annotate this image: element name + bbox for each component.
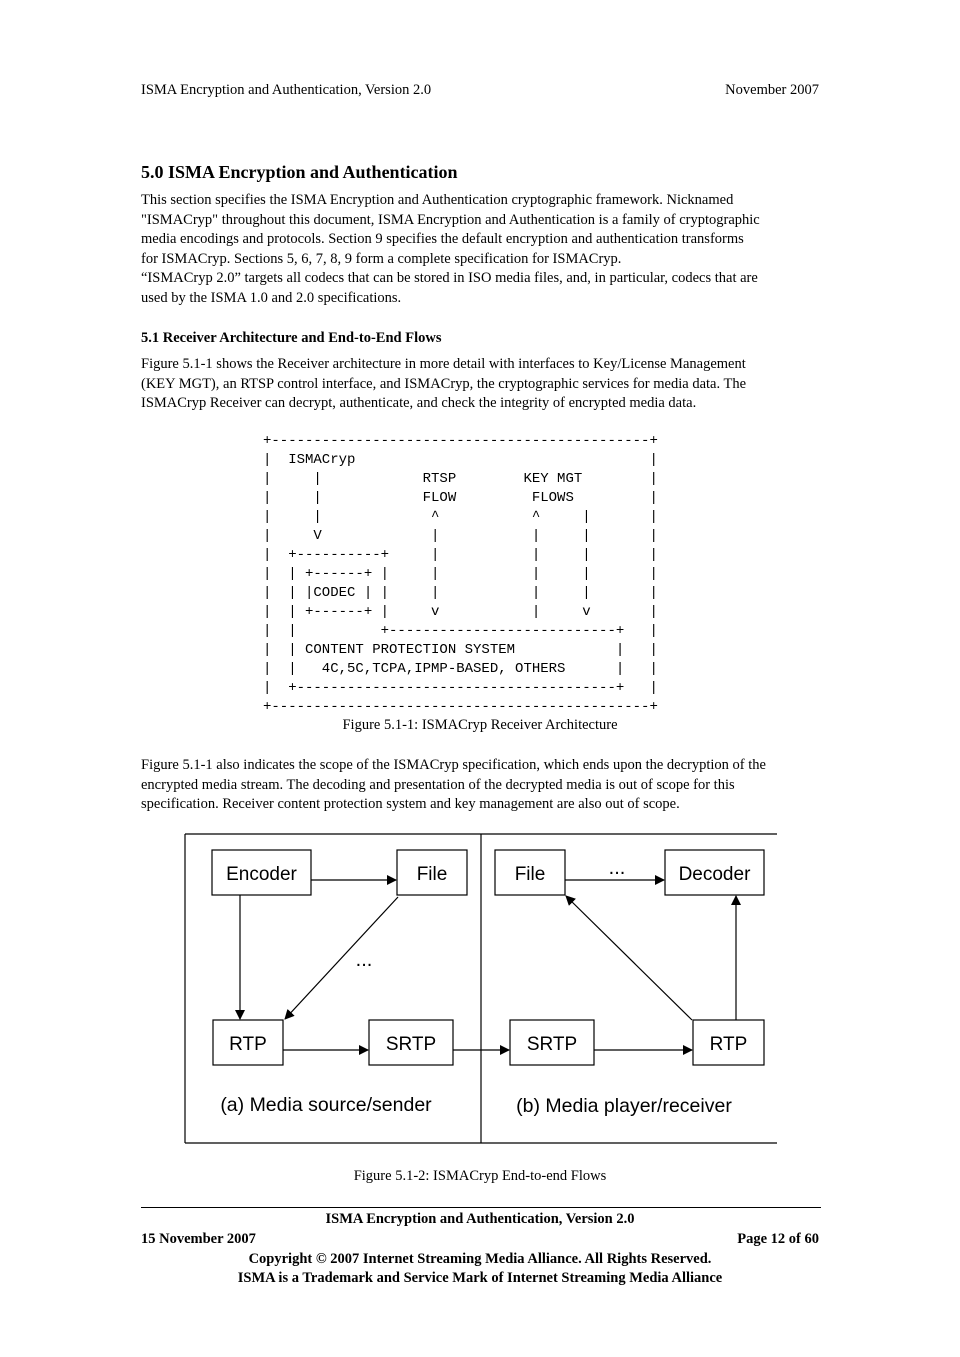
sender-label: (a) Media source/sender [220, 1094, 432, 1116]
file-sender-label: File [416, 864, 448, 885]
file-receiver-label: File [514, 864, 546, 885]
footer-rule [141, 1207, 821, 1208]
footer-page-number: Page 12 of 60 [737, 1231, 819, 1247]
paragraph-line: “ISMACryp 2.0” targets all codecs that can be stored in ISO media files, and, in particular, codecs that are [141, 270, 758, 287]
rtp-sender-label: RTP [229, 1034, 267, 1055]
figure1-caption: Figure 5.1-1: ISMACryp Receiver Architecture [342, 717, 618, 733]
decoder-label: Decoder [678, 864, 751, 885]
rtp-receiver-label: RTP [709, 1034, 748, 1055]
encoder-label: Encoder [226, 864, 297, 885]
receiver-label: (b) Media player/receiver [516, 1095, 732, 1117]
paragraph-line: specification. Receiver content protection system and key management are also out of scope. [141, 796, 680, 813]
arrow-rtp-to-file [566, 896, 692, 1020]
paragraph-line: media encodings and protocols. Section 9 specifies the default encryption and authentication transforms [141, 231, 744, 248]
footer-title: ISMA Encryption and Authentication, Version 2.0 [325, 1211, 635, 1227]
footer-trademark: ISMA is a Trademark and Service Mark of Internet Streaming Media Alliance [237, 1270, 723, 1286]
figure2-caption: Figure 5.1-2: ISMACryp End-to-end Flows [353, 1168, 607, 1184]
paragraph-line: ISMACryp Receiver can decrypt, authenticate, and check the integrity of encrypted media data. [141, 395, 697, 412]
subsection-title: 5.1 Receiver Architecture and End-to-End Flows [141, 330, 442, 346]
header-title: ISMA Encryption and Authentication, Version 2.0 [141, 82, 432, 98]
srtp-sender-label: SRTP [385, 1034, 437, 1055]
paragraph-line: encrypted media stream. The decoding and presentation of the decrypted media is out of scope for this [141, 776, 735, 793]
paragraph-line: This section specifies the ISMA Encryption and Authentication cryptographic framework. Nicknamed [141, 192, 734, 208]
paragraph-line: "ISMACryp" throughout this document, ISMA Encryption and Authentication is a family of cryptographic [141, 211, 760, 228]
srtp-receiver-label: SRTP [526, 1034, 578, 1055]
section-title: 5.0 ISMA Encryption and Authentication [141, 162, 458, 182]
paragraph-line: used by the ISMA 1.0 and 2.0 specifications. [141, 289, 402, 306]
receiver-architecture-diagram: +---------------------------------------------+ | ISMACryp | | | RTSP KEY MGT | | | FLOW FLOWS | | | ^ ^ | | | V | | | | | +----------+ | | | | | | +------+ | | | | | | | |CODEC | | | | | | | | +------+ | v | v | | | +---------------------------+ | | | CONTENT PROTECTION SYSTEM | | | | 4C,5C,TCPA,IPMP-BASED, OTHERS | | | +--------------------------------------+ | +---------------------------------------------+ [263, 433, 658, 715]
footer-copyright: Copyright © 2007 Internet Streaming Media Alliance. All Rights Reserved. [248, 1251, 712, 1267]
paragraph-line: Figure 5.1-1 shows the Receiver architecture in more detail with interfaces to Key/License Management [141, 356, 746, 372]
arrow-file-to-rtp [285, 897, 398, 1019]
paragraph-line: (KEY MGT), an RTSP control interface, and ISMACryp, the cryptographic services for media data. The [141, 375, 746, 392]
header-date: November 2007 [725, 82, 819, 98]
footer-date: 15 November 2007 [141, 1231, 256, 1247]
ellipsis-receiver: ... [608, 857, 626, 879]
paragraph-line: Figure 5.1-1 also indicates the scope of the ISMACryp specification, which ends upon the decryption of the [141, 757, 766, 773]
paragraph-line: for ISMACryp. Sections 5, 6, 7, 8, 9 form a complete specification for ISMACryp. [141, 250, 622, 267]
ellipsis-sender: ... [355, 949, 373, 971]
